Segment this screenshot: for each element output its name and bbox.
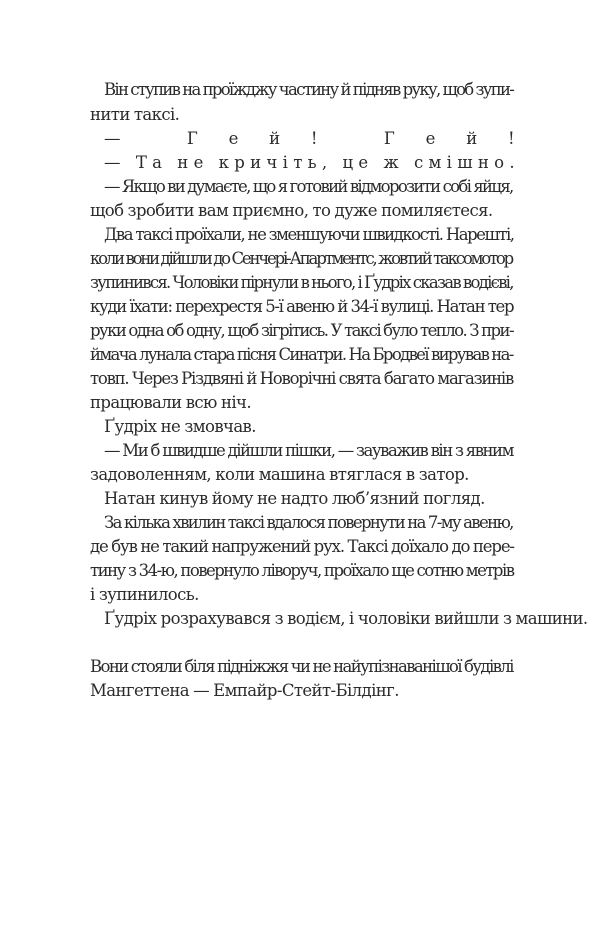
- text-line: — Якщо ви думаєте, що я готовий відморозити собі яйця,: [104, 177, 513, 196]
- text-line: щоб зробити вам приємно, то дуже помиляєтеся.: [90, 201, 493, 220]
- text-line: — Ми б швидше дійшли пішки, — зауважив він з явним: [104, 441, 513, 460]
- text-line: і зупинилось.: [90, 585, 199, 604]
- text-line: де був не такий напружений рух. Таксі доїхало до пере-: [90, 537, 514, 556]
- text-line: Два таксі проїхали, не зменшуючи швидкості. Нарешті,: [104, 225, 514, 244]
- text-line: За кілька хвилин таксі вдалося повернути на 7-му авеню,: [104, 513, 513, 532]
- text-line: Ґудріх розрахувався з водієм, і чоловіки вийшли з машини.: [104, 609, 588, 628]
- text-line: коли вони дійшли до Сенчері-Апартментс, жовтий таксомотор: [90, 249, 513, 268]
- text-line: Мангеттена — Емпайр-Стейт-Білдінг.: [90, 681, 399, 700]
- text-line: зупинився. Чоловіки пірнули в нього, і Ґудріх сказав водієві,: [90, 273, 513, 292]
- text-line: нити таксі.: [90, 105, 180, 124]
- text-line: Він ступив на проїжджу частину й підняв руку, щоб зупи-: [104, 80, 514, 99]
- text-line: — Та не кричіть, це ж смішно.: [104, 153, 520, 172]
- text-line: Ґудріх не змовчав.: [104, 417, 256, 436]
- text-line: товп. Через Різдвяні й Новорічні свята багато магазинів: [90, 369, 514, 388]
- text-line: Вони стояли біля підніжжя чи не найупізнаванішої будівлі: [90, 657, 513, 676]
- text-line: тину з 34-ю, повернуло ліворуч, проїхало ще сотню метрів: [90, 561, 514, 580]
- text-line: задоволенням, коли машина втяглася в затор.: [90, 465, 469, 484]
- text-line: Натан кинув йому не надто люб’язний погляд.: [104, 489, 485, 508]
- text-line: руки одна об одну, щоб зігрітись. У таксі було тепло. З при-: [90, 321, 513, 340]
- text-line: працювали всю ніч.: [90, 393, 251, 412]
- text-line: куди їхати: перехрестя 5-ї авеню й 34-ї вулиці. Натан тер: [90, 297, 514, 316]
- text-line: ймача лунала стара пісня Синатри. На Бродвеї вирував на-: [90, 345, 513, 364]
- text-line: — Гей! Гей!: [104, 129, 546, 148]
